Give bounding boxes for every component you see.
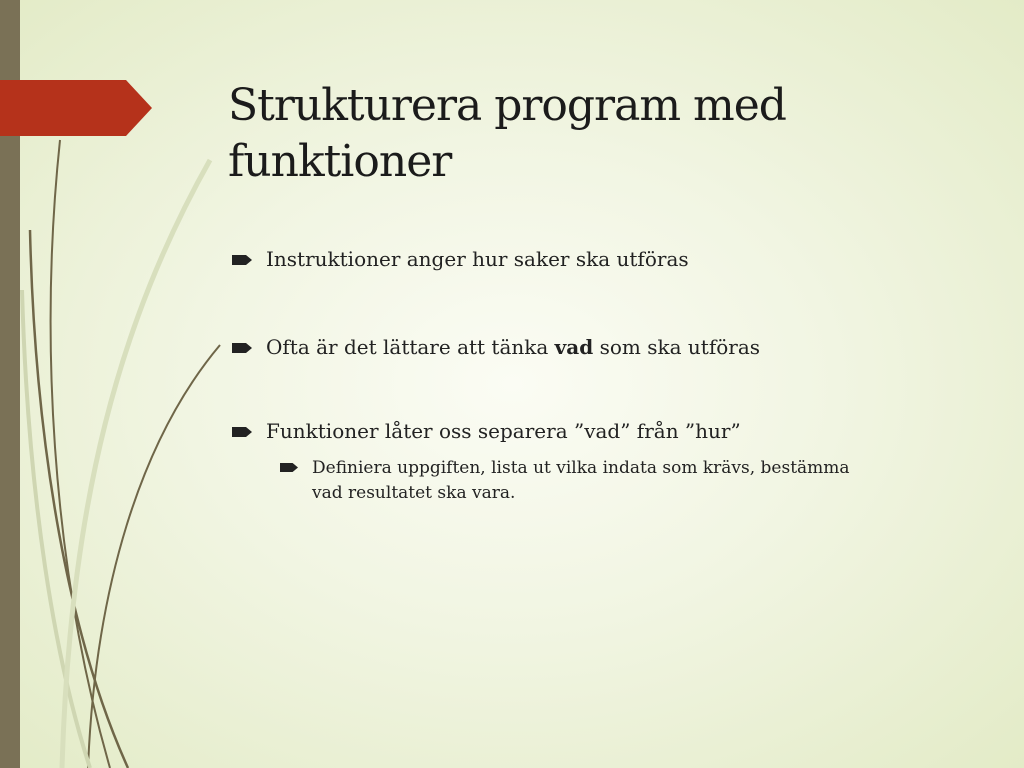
- sub-bullet-text: Definiera uppgiften, lista ut vilka indata som krävs, bestämma vad resultatet ska vara.: [312, 458, 850, 503]
- slide-title: Strukturera program med funktioner: [228, 80, 786, 187]
- bullet-text-before: Ofta är det lättare att tänka: [266, 335, 555, 359]
- swoosh-1: [51, 140, 110, 768]
- bullet-item-3: [228, 416, 948, 506]
- bullet-text-after: som ska utföras: [593, 335, 761, 359]
- bullet-item-2: [228, 332, 948, 362]
- bullet-item-1: [228, 244, 948, 274]
- pencil-bullet-icon: [232, 254, 252, 266]
- bullet-text: Funktioner låter oss separera ”vad” från ”hur”: [266, 419, 741, 443]
- pencil-bullet-icon: [232, 342, 252, 354]
- swoosh-5: [62, 160, 210, 768]
- swoosh-2: [30, 230, 128, 768]
- bullet-list: [228, 244, 948, 506]
- swoosh-4: [22, 290, 90, 768]
- title-accent-arrow: [0, 80, 152, 136]
- sub-bullet-item-1: [266, 456, 872, 506]
- pencil-bullet-icon: [232, 426, 252, 438]
- pencil-bullet-icon: [280, 462, 298, 473]
- bullet-text: Instruktioner anger hur saker ska utföras: [266, 247, 689, 271]
- sub-bullet-list: [266, 456, 948, 506]
- bullet-text-bold: vad: [554, 335, 594, 359]
